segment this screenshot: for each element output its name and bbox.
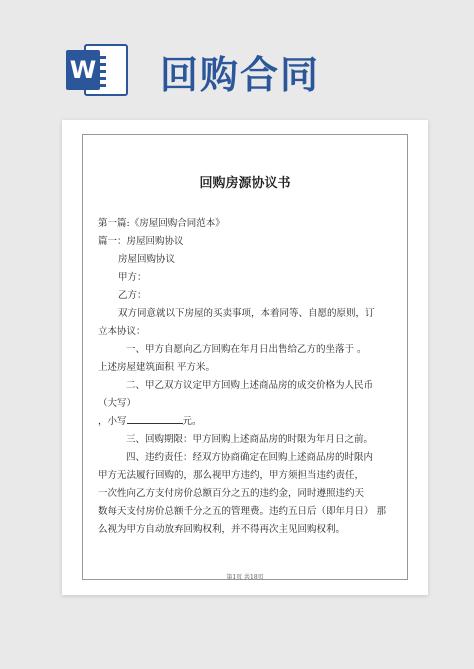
paragraph: 三、回购期限：甲方回购上述商品房的时限为年月日之前。: [126, 434, 374, 445]
banner-title: 回购合同: [160, 53, 321, 97]
paragraph: 四、违约责任：经双方协商确定在回购上述商品房的时限内: [126, 452, 374, 463]
amount-unit: 元。: [182, 416, 202, 427]
paragraph: 上述房屋建筑面积 平方米。: [98, 362, 216, 373]
page-footer: 第1页 共18页: [226, 574, 264, 581]
paragraph: 二、甲乙双方议定甲方回购上述商品房的成交价格为人民币: [126, 380, 374, 391]
paragraph-lowercase-amount: [98, 413, 388, 431]
document-page: [62, 120, 428, 595]
document-body: [98, 215, 388, 539]
paragraph: （大写）: [98, 398, 137, 409]
paragraph: 数每天支付房价总额千分之五的管理费。违约五日后（即年月日） 那: [98, 506, 387, 517]
paragraph: 一、甲方自愿向乙方回购在年月日出售给乙方的坐落于 。: [126, 344, 367, 355]
paragraph: 篇一：房屋回购协议: [98, 236, 184, 247]
document-title: 回购房源协议书: [199, 176, 291, 191]
paragraph: 么视为甲方自动放弃回购权利，并不得再次主见回购权利。: [98, 524, 346, 535]
paragraph: 房屋回购协议: [118, 254, 176, 265]
paragraph: 第一篇:《房屋回购合同范本》: [98, 218, 225, 229]
paragraph: 立本协议：: [98, 326, 146, 337]
paragraph: 甲方：: [118, 272, 147, 283]
word-icon: [66, 42, 130, 98]
amount-blank: [127, 414, 183, 424]
word-logo-letter: W: [66, 50, 100, 90]
paragraph: 一次性向乙方支付房价总额百分之五的违约金，同时遵照违约天: [98, 488, 365, 499]
amount-label: ，小写: [98, 416, 127, 427]
paragraph: 双方同意就以下房屋的买卖事项，本着同等、自愿的原则，订: [118, 308, 375, 319]
paragraph: 乙方：: [118, 290, 147, 301]
paragraph: 甲方无法履行回购的，那么视甲方违约，甲方须担当违约责任，: [98, 470, 365, 481]
